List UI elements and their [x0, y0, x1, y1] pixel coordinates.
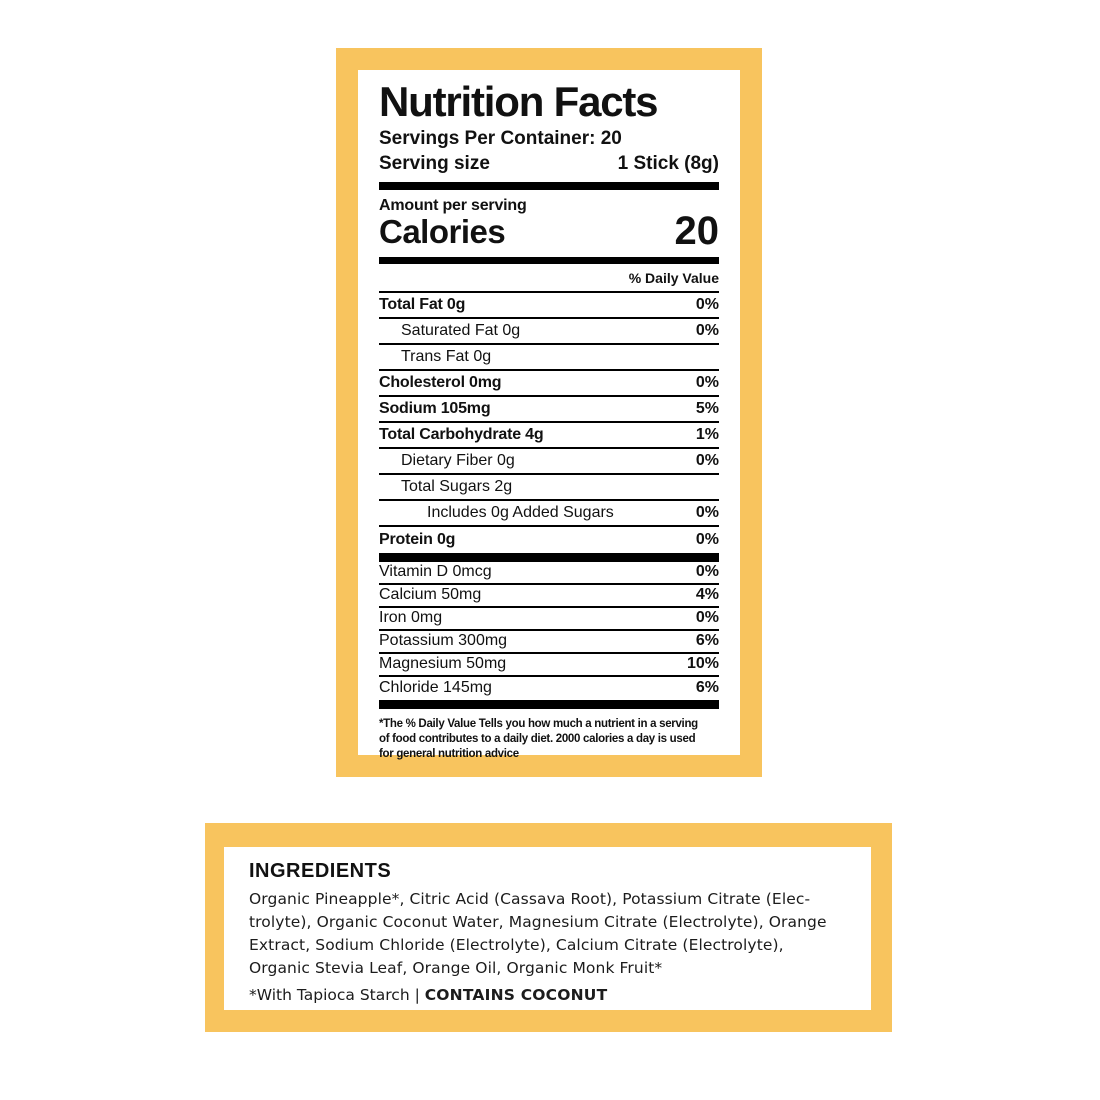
nutrient-row-protein — [379, 527, 719, 553]
nutrient-daily-value: 6% — [695, 679, 719, 697]
allergen-note-contains: CONTAINS COCONUT — [424, 986, 608, 1004]
nutrient-daily-value: 0% — [695, 503, 719, 521]
thick-divider — [379, 257, 719, 264]
nutrient-daily-value: 4% — [695, 586, 719, 604]
nutrient-name: Total Sugars 2g — [401, 477, 513, 495]
nutrient-daily-value: 0% — [695, 563, 719, 581]
ingredients-list — [249, 888, 871, 980]
nutrition-facts-card — [336, 48, 762, 777]
daily-value-footnote — [379, 717, 719, 762]
nutrient-row-chloride — [379, 677, 719, 700]
serving-size-row — [379, 153, 719, 182]
nutrient-daily-value: 0% — [695, 295, 719, 313]
nutrient-daily-value: 10% — [686, 655, 719, 673]
calories-value: 20 — [674, 208, 719, 253]
nutrient-row-total-carbohydrate — [379, 423, 719, 449]
nutrient-name: Potassium 300mg — [379, 632, 508, 650]
nutrient-row-dietary-fiber — [379, 449, 719, 475]
servings-per-container: Servings Per Container: 20 — [379, 127, 622, 149]
nutrient-row-total-sugars — [379, 475, 719, 501]
nutrient-name: Sodium 105mg — [379, 399, 491, 417]
footnote-line: *The % Daily Value Tells you how much a nutrient in a serving — [379, 717, 698, 730]
serving-size-value: 1 Stick (8g) — [617, 152, 719, 174]
nutrient-row-magnesium — [379, 654, 719, 677]
nutrient-row-trans-fat — [379, 345, 719, 371]
nutrient-name: Magnesium 50mg — [379, 655, 507, 673]
nutrient-daily-value: 0% — [695, 451, 719, 469]
nutrient-row-potassium — [379, 631, 719, 654]
nutrient-row-total-fat — [379, 293, 719, 319]
nutrition-facts-title: Nutrition Facts — [379, 78, 658, 125]
ingredients-heading: INGREDIENTS — [249, 860, 392, 882]
nutrient-daily-value: 0% — [695, 609, 719, 627]
ingredients-line: Extract, Sodium Chloride (Electrolyte), Calcium Citrate (Electrolyte), — [249, 936, 784, 954]
nutrient-daily-value: 0% — [695, 321, 719, 339]
nutrient-daily-value: 6% — [695, 632, 719, 650]
nutrient-row-vitamin-d — [379, 562, 719, 585]
nutrient-daily-value: 0% — [695, 373, 719, 391]
nutrient-name: Cholesterol 0mg — [379, 373, 502, 391]
thick-divider — [379, 182, 719, 190]
nutrient-row-added-sugars — [379, 501, 719, 527]
nutrient-name: Saturated Fat 0g — [401, 321, 521, 339]
nutrient-name: Vitamin D 0mcg — [379, 563, 492, 581]
nutrient-name: Total Carbohydrate 4g — [379, 425, 544, 443]
ingredients-line: trolyte), Organic Coconut Water, Magnesium Citrate (Electrolyte), Orange — [249, 913, 827, 931]
nutrient-row-saturated-fat — [379, 319, 719, 345]
nutrient-row-calcium — [379, 585, 719, 608]
ingredients-line: Organic Stevia Leaf, Orange Oil, Organic Monk Fruit* — [249, 959, 663, 977]
nutrient-name: Chloride 145mg — [379, 679, 492, 697]
footnote-line: for general nutrition advice — [379, 747, 519, 760]
ingredients-panel — [224, 847, 871, 1010]
nutrient-name: Dietary Fiber 0g — [401, 451, 515, 469]
thick-divider — [379, 700, 719, 709]
nutrient-name: Calcium 50mg — [379, 586, 482, 604]
footnote-line: of food contributes to a daily diet. 2000 calories a day is used — [379, 732, 696, 745]
nutrient-name: Iron 0mg — [379, 609, 443, 627]
ingredients-card — [205, 823, 892, 1032]
nutrient-daily-value: 5% — [695, 399, 719, 417]
nutrient-row-cholesterol — [379, 371, 719, 397]
allergen-note-prefix: *With Tapioca Starch | — [249, 986, 425, 1004]
nutrient-name: Total Fat 0g — [379, 295, 466, 313]
nutrient-daily-value: 1% — [695, 425, 719, 443]
nutrient-row-iron — [379, 608, 719, 631]
nutrient-name: Trans Fat 0g — [401, 347, 492, 365]
calories-row — [379, 208, 719, 257]
nutrition-facts-panel — [358, 70, 740, 760]
allergen-note — [249, 986, 871, 1004]
nutrient-row-sodium — [379, 397, 719, 423]
serving-size-label: Serving size — [379, 152, 490, 174]
nutrient-name: Protein 0g — [379, 530, 456, 548]
nutrient-daily-value: 0% — [695, 530, 719, 548]
calories-label: Calories — [379, 212, 506, 250]
thick-divider — [379, 553, 719, 562]
amount-per-serving-label: Amount per serving — [379, 196, 527, 214]
ingredients-line: Organic Pineapple*, Citric Acid (Cassava Root), Potassium Citrate (Elec- — [249, 890, 811, 908]
daily-value-header: % Daily Value — [379, 264, 719, 293]
nutrient-name: Includes 0g Added Sugars — [427, 503, 614, 521]
